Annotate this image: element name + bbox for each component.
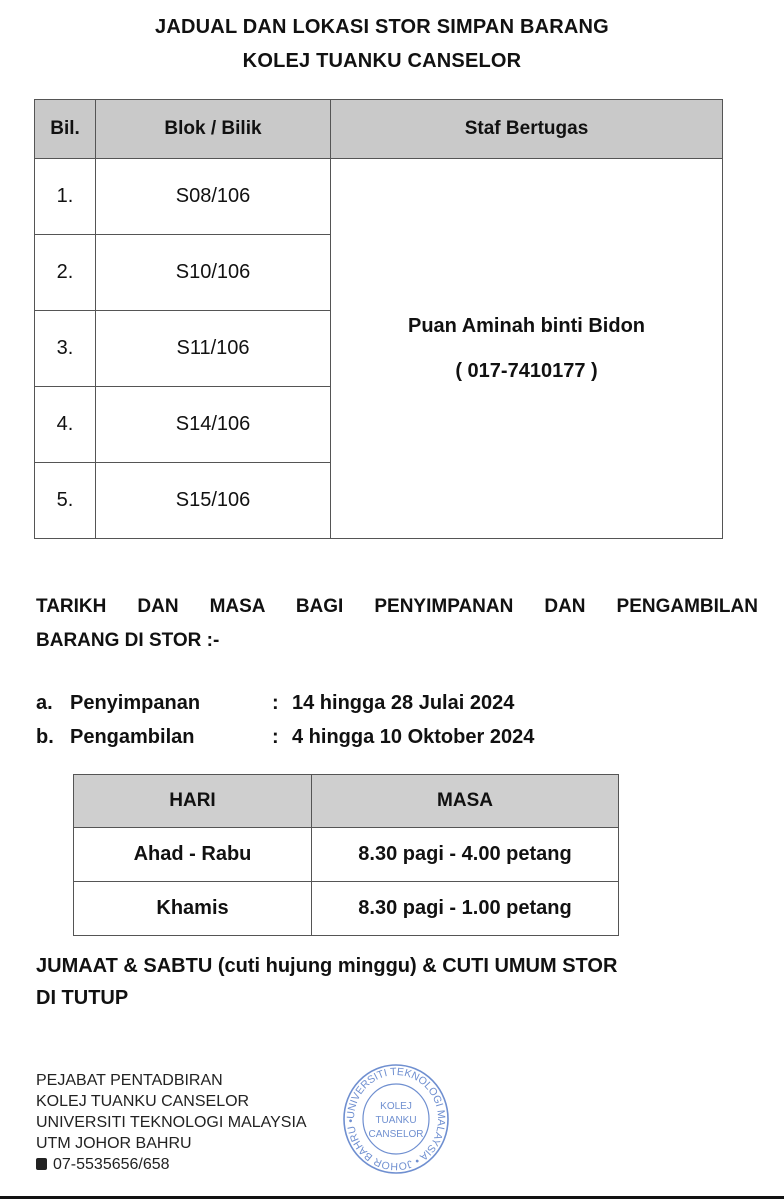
header-hari: HARI <box>74 775 312 828</box>
header-blok-bilik: Blok / Bilik <box>96 100 331 159</box>
document-title-line2: KOLEJ TUANKU CANSELOR <box>242 50 522 72</box>
operating-hours-table <box>73 774 619 936</box>
table-row <box>35 159 723 235</box>
footer-city: UTM JOHOR BAHRU <box>36 1135 192 1152</box>
closure-note-line1: JUMAAT & SABTU (cuti hujung minggu) & CUTI UMUM STOR <box>36 955 618 977</box>
item-value: 4 hingga 10 Oktober 2024 <box>292 726 535 748</box>
phone-icon <box>36 1158 47 1170</box>
row-day: Khamis <box>74 882 312 936</box>
item-value: 14 hingga 28 Julai 2024 <box>292 692 515 714</box>
footer-phone-line <box>36 1154 307 1175</box>
footer-office: PEJABAT PENTADBIRAN <box>36 1072 223 1089</box>
stamp-center-line3: CANSELOR <box>368 1129 424 1140</box>
footer-phone: 07-5535656/658 <box>53 1156 170 1173</box>
schedule-heading-line2: BARANG DI STOR :- <box>36 630 220 651</box>
store-location-table <box>34 99 723 539</box>
row-block-room: S15/106 <box>96 463 331 539</box>
item-label: Pengambilan <box>70 726 195 748</box>
row-block-room: S14/106 <box>96 387 331 463</box>
hours-table-header-row <box>74 775 619 828</box>
row-number: 5. <box>35 463 96 539</box>
row-number: 1. <box>35 159 96 235</box>
staff-phone: ( 017-7410177 ) <box>455 359 598 382</box>
date-item-storage <box>36 692 514 715</box>
schedule-heading <box>36 590 758 658</box>
stamp-center-line1: KOLEJ <box>380 1101 412 1112</box>
row-time: 8.30 pagi - 4.00 petang <box>312 828 619 882</box>
footer-college: KOLEJ TUANKU CANSELOR <box>36 1093 250 1110</box>
row-day: Ahad - Rabu <box>74 828 312 882</box>
item-letter: a. <box>36 692 53 714</box>
item-colon: : <box>272 726 279 748</box>
header-bil: Bil. <box>35 100 96 159</box>
stamp-ring-text: UNIVERSITI TEKNOLOGI MALAYSIA • JOHOR BAHRU • <box>344 1065 448 1173</box>
closure-note <box>36 950 756 1014</box>
staff-name: Puan Aminah binti Bidon <box>407 314 646 337</box>
item-letter: b. <box>36 726 54 748</box>
header-masa: MASA <box>312 775 619 828</box>
footer-university: UNIVERSITI TEKNOLOGI MALAYSIA <box>36 1114 307 1131</box>
row-block-room: S11/106 <box>96 311 331 387</box>
staff-on-duty-cell <box>331 159 723 539</box>
bottom-divider <box>0 1196 784 1199</box>
item-colon: : <box>272 692 279 714</box>
row-number: 3. <box>35 311 96 387</box>
row-time: 8.30 pagi - 1.00 petang <box>312 882 619 936</box>
office-address-footer <box>36 1070 307 1175</box>
row-number: 4. <box>35 387 96 463</box>
row-block-room: S08/106 <box>96 159 331 235</box>
row-number: 2. <box>35 235 96 311</box>
stamp-center-line2: TUANKU <box>375 1115 417 1126</box>
document-title-line1: JADUAL DAN LOKASI STOR SIMPAN BARANG <box>155 16 609 38</box>
store-table-header-row <box>35 100 723 159</box>
closure-note-line2: DI TUTUP <box>36 987 129 1009</box>
header-staf-bertugas: Staf Bertugas <box>331 100 723 159</box>
table-row <box>74 828 619 882</box>
row-block-room: S10/106 <box>96 235 331 311</box>
college-stamp-icon <box>341 1061 451 1177</box>
schedule-heading-line1: TARIKH DAN MASA BAGI PENYIMPANAN DAN PENGAMBILAN <box>36 596 758 617</box>
table-row <box>74 882 619 936</box>
item-label: Penyimpanan <box>70 692 201 714</box>
date-item-collection <box>36 726 534 749</box>
